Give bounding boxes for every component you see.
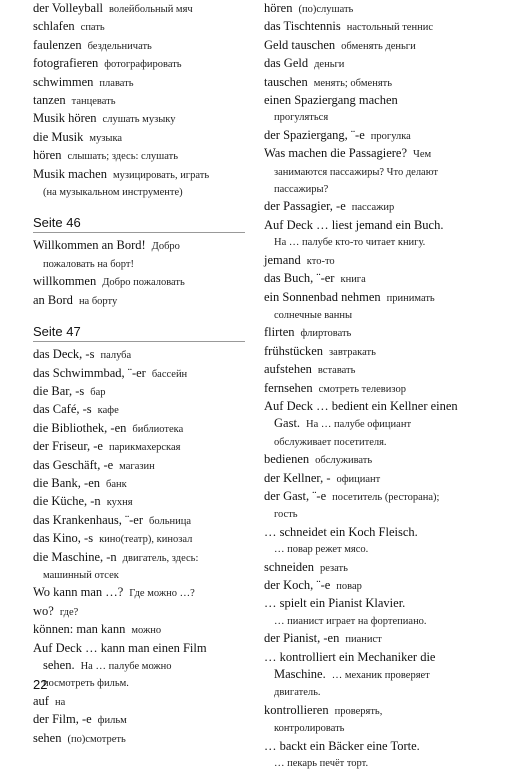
russian-translation: смотреть телевизор: [318, 383, 406, 395]
russian-translation: плавать: [99, 77, 134, 89]
russian-translation: двигатель, здесь:: [122, 552, 199, 564]
german-term: der Gast, ¨-e: [264, 488, 327, 503]
vocab-entry: [264, 595, 514, 630]
german-term: das Deck, -s: [33, 347, 95, 362]
left-column: [33, 0, 245, 748]
german-term: … schneidet ein Koch Fleisch.: [264, 524, 418, 539]
russian-translation: на: [54, 696, 66, 708]
vocab-entry: [33, 110, 245, 128]
german-term: Auf Deck … bedient ein Kellner einen: [264, 398, 458, 413]
vocab-entry: [33, 129, 245, 147]
german-term: faulenzen: [33, 37, 82, 52]
russian-translation: слышать; здесь: слушать: [67, 151, 179, 163]
russian-translation-continuation: занимаются пассажиры? Что делают: [274, 166, 439, 178]
german-term: der Volleyball: [33, 1, 104, 15]
russian-translation: пианист: [345, 634, 382, 646]
russian-translation-continuation: пожаловать на борт!: [43, 258, 135, 270]
russian-translation-continuation: пассажиры?: [274, 184, 329, 196]
german-term: an Bord: [33, 292, 73, 307]
vocab-entry: [33, 603, 245, 621]
german-term: tauschen: [264, 74, 308, 89]
german-term: Musik hören: [33, 111, 97, 126]
russian-translation: деньги: [314, 59, 345, 71]
russian-translation: прогулка: [370, 130, 411, 142]
russian-translation-continuation: двигатель.: [274, 687, 321, 699]
vocab-entry: [264, 145, 514, 198]
german-term: jemand: [264, 252, 301, 267]
german-term: einen Spaziergang machen: [264, 93, 398, 108]
vocab-entry: [33, 74, 245, 92]
german-term: das Tischtennis: [264, 19, 341, 34]
russian-translation: парикмахерская: [108, 442, 181, 454]
german-term: das Krankenhaus, ¨-er: [33, 512, 144, 527]
russian-translation: палуба: [100, 350, 132, 362]
russian-translation: Добро пожаловать: [102, 277, 185, 289]
russian-translation: музыка: [89, 132, 123, 144]
german-term: schneiden: [264, 559, 314, 574]
german-term: das Geschäft, -e: [33, 457, 114, 472]
russian-translation: менять; обменять: [313, 77, 393, 89]
russian-translation: На … палубе можно: [80, 661, 172, 672]
german-term: können: man kann: [33, 622, 126, 637]
russian-translation: фотографировать: [104, 59, 182, 71]
german-term: der Friseur, -e: [33, 439, 103, 454]
russian-translation: танцевать: [71, 96, 116, 108]
russian-translation: повар: [336, 581, 362, 592]
vocab-entry: [264, 559, 514, 577]
vocab-entry: [264, 270, 514, 288]
russian-translation: (по)смотреть: [67, 733, 126, 745]
german-term: schlafen: [33, 19, 75, 34]
vocab-entry: [264, 74, 514, 92]
german-term: die Bibliothek, -en: [33, 420, 127, 435]
vocab-entry: [264, 37, 514, 55]
russian-translation: можно: [131, 625, 162, 637]
russian-translation: настольный теннис: [346, 22, 433, 34]
german-term: frühstücken: [264, 343, 324, 358]
german-term: das Schwimmbad, ¨-er: [33, 365, 146, 380]
vocab-entry: [33, 493, 245, 511]
russian-translation: волейбольный мяч: [109, 4, 193, 15]
russian-translation: (по)слушать: [298, 4, 354, 15]
vocab-entry: [33, 420, 245, 438]
vocab-entry: [264, 380, 514, 398]
russian-translation: официант: [336, 473, 381, 485]
russian-translation: бездельничать: [87, 40, 152, 52]
german-term: der Koch, ¨-e: [264, 578, 331, 592]
german-term: wo?: [33, 603, 54, 618]
german-term: fernsehen: [264, 380, 313, 395]
vocab-entry: [264, 702, 514, 738]
vocab-entry: [33, 383, 245, 401]
german-term-continuation: [264, 415, 514, 433]
vocab-entry: [264, 361, 514, 379]
german-term: der Passagier, -e: [264, 199, 346, 214]
vocab-entry: [33, 92, 245, 110]
german-term: sehen: [33, 730, 62, 745]
russian-translation-continuation: (на музыкальном инструменте): [43, 187, 183, 199]
russian-translation: Где можно …?: [129, 588, 195, 600]
vocab-entry: [33, 147, 245, 165]
german-term-continuation-text: sehen.: [43, 658, 75, 672]
german-term: das Geld: [264, 56, 309, 71]
vocab-entry: [33, 730, 245, 748]
russian-translation: библиотека: [132, 423, 184, 435]
russian-translation-continuation: машинный отсек: [43, 569, 119, 581]
german-term: die Bank, -en: [33, 475, 100, 490]
vocab-entry: [33, 530, 245, 548]
german-term: der Pianist, -en: [264, 631, 340, 646]
vocab-entry: [264, 470, 514, 488]
russian-translation: пассажир: [351, 202, 395, 214]
german-term-continuation-text: Gast.: [274, 416, 301, 431]
german-term: Willkommen an Bord!: [33, 238, 146, 253]
russian-translation: Добро: [151, 241, 180, 253]
vocab-entry: [33, 237, 245, 273]
vocab-entry: [33, 640, 245, 693]
section-heading: Seite 47: [33, 310, 245, 342]
german-term: der Film, -e: [33, 712, 92, 727]
german-term: aufstehen: [264, 362, 312, 377]
vocab-entry: [33, 438, 245, 456]
vocab-entry: [264, 577, 514, 595]
russian-translation: фильм: [97, 715, 127, 727]
russian-translation-continuation: … пианист играет на фортепиано.: [274, 615, 427, 627]
russian-translation-continuation: гость: [274, 509, 298, 521]
russian-translation: слушать музыку: [102, 114, 176, 126]
german-term: die Maschine, -n: [33, 549, 117, 564]
russian-translation: вставать: [317, 365, 356, 377]
russian-translation-continuation: … пекарь печёт торт.: [274, 758, 369, 770]
german-term: Geld tauschen: [264, 37, 336, 52]
russian-translation-continuation: контролировать: [274, 723, 345, 735]
vocab-entry: [33, 166, 245, 202]
german-term: das Buch, ¨-er: [264, 271, 335, 286]
vocab-entry: [33, 549, 245, 585]
german-term: Auf Deck … kann man einen Film: [33, 640, 207, 655]
vocab-entry: [33, 584, 245, 602]
german-term: Auf Deck … liest jemand ein Buch.: [264, 217, 444, 232]
russian-translation: где?: [59, 606, 79, 618]
vocab-entry: [264, 198, 514, 216]
vocab-entry: [264, 252, 514, 270]
german-term: flirten: [264, 325, 295, 340]
right-column: [264, 0, 514, 772]
german-term: der Spaziergang, ¨-e: [264, 127, 365, 142]
german-term: bedienen: [264, 452, 310, 467]
german-term: ein Sonnenbad nehmen: [264, 289, 381, 304]
russian-translation-continuation: обслуживает посетителя.: [274, 436, 387, 448]
vocab-entry: [33, 0, 245, 18]
vocab-entry: [264, 217, 514, 252]
german-term: Was machen die Passagiere?: [264, 146, 408, 161]
vocab-entry: [33, 18, 245, 36]
vocab-entry: [33, 292, 245, 310]
russian-translation: книга: [340, 274, 366, 286]
section-heading: Seite 46: [33, 201, 245, 233]
german-term: auf: [33, 693, 49, 708]
russian-translation: кино(театр), кинозал: [99, 534, 193, 546]
vocab-entry: [264, 451, 514, 469]
vocab-entry: [264, 398, 514, 451]
russian-translation: принимать: [386, 292, 435, 304]
vocab-entry: [33, 346, 245, 364]
german-term: tanzen: [33, 93, 66, 108]
german-term: das Café, -s: [33, 402, 92, 417]
vocab-entry: [264, 343, 514, 361]
russian-translation-continuation: посмотреть фильм.: [43, 678, 129, 690]
vocab-entry: [264, 649, 514, 702]
vocab-entry: [33, 693, 245, 711]
vocab-entry: [264, 92, 514, 127]
russian-translation: больница: [149, 515, 192, 527]
russian-translation: спать: [80, 22, 105, 34]
russian-translation: бар: [90, 386, 106, 398]
german-term: … kontrolliert ein Mechaniker die: [264, 649, 436, 664]
vocab-entry: [33, 512, 245, 530]
german-term: der Kellner, -: [264, 470, 331, 485]
german-term: fotografieren: [33, 56, 99, 71]
russian-translation: магазин: [119, 460, 155, 472]
russian-translation: проверять,: [334, 705, 383, 717]
vocab-entry: [264, 0, 514, 18]
vocab-entry: [33, 365, 245, 383]
vocab-entry: [264, 127, 514, 145]
russian-translation: обслуживать: [315, 455, 373, 467]
vocab-entry: [33, 273, 245, 291]
russian-translation: … механик проверяет: [331, 670, 430, 682]
vocab-entry: [264, 738, 514, 772]
russian-translation: Чем: [413, 149, 432, 161]
russian-translation: банк: [106, 478, 127, 490]
russian-translation-continuation: прогуляться: [274, 112, 329, 124]
german-term: schwimmen: [33, 74, 94, 89]
russian-translation: кто-то: [306, 255, 335, 267]
german-term-continuation: [33, 657, 245, 675]
vocab-entry: [33, 621, 245, 639]
russian-translation: завтракать: [329, 346, 376, 358]
russian-translation-continuation: солнечные ванны: [274, 309, 353, 321]
german-term: Wo kann man …?: [33, 585, 124, 600]
german-term: hören: [33, 148, 62, 163]
russian-translation: на борту: [78, 295, 118, 307]
vocab-entry: [264, 324, 514, 342]
russian-translation: посетитель (ресторана);: [332, 491, 440, 503]
german-term: die Musik: [33, 129, 84, 144]
vocab-entry: [264, 18, 514, 36]
german-term: das Kino, -s: [33, 531, 94, 546]
german-term: … backt ein Bäcker eine Torte.: [264, 738, 420, 753]
vocab-entry: [33, 711, 245, 729]
german-term: willkommen: [33, 274, 97, 289]
vocab-entry: [33, 457, 245, 475]
german-term-continuation: [264, 666, 514, 684]
russian-translation: музицировать, играть: [112, 169, 210, 181]
russian-translation: На … палубе официант: [306, 419, 412, 431]
vocab-entry: [33, 401, 245, 419]
vocab-entry: [33, 37, 245, 55]
vocab-entry: [264, 488, 514, 524]
vocab-entry: [264, 630, 514, 648]
russian-translation: бассейн: [151, 368, 188, 380]
vocab-entry: [33, 475, 245, 493]
vocab-entry: [264, 524, 514, 559]
german-term: kontrollieren: [264, 702, 329, 717]
russian-translation: флиртовать: [300, 328, 352, 340]
russian-translation: кафе: [97, 405, 119, 417]
german-term: die Bar, -s: [33, 383, 85, 398]
russian-translation: обменять деньги: [341, 40, 416, 52]
page-number: 22: [33, 677, 48, 692]
german-term: hören: [264, 1, 293, 15]
german-term-continuation-text: Maschine.: [274, 667, 326, 682]
russian-translation: резать: [319, 562, 348, 574]
german-term: die Küche, -n: [33, 494, 101, 509]
russian-translation-continuation: … повар режет мясо.: [274, 544, 369, 556]
russian-translation-continuation: На … палубе кто-то читает книгу.: [274, 237, 426, 249]
german-term: … spielt ein Pianist Klavier.: [264, 596, 406, 611]
vocab-entry: [33, 55, 245, 73]
vocab-entry: [264, 289, 514, 325]
vocab-entry: [264, 55, 514, 73]
russian-translation: кухня: [106, 497, 133, 509]
german-term: Musik machen: [33, 166, 107, 181]
